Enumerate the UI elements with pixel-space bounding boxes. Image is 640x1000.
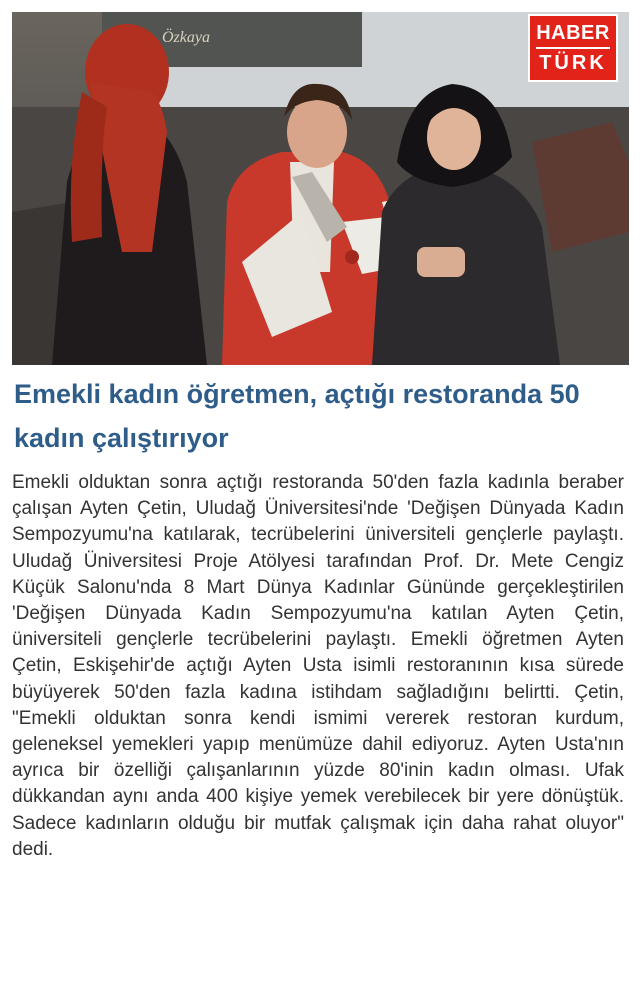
article-photo bbox=[12, 12, 629, 365]
logo-line1: HABER bbox=[536, 22, 610, 44]
backdrop-text: Özkaya bbox=[162, 29, 210, 46]
haberturk-logo bbox=[528, 14, 618, 82]
article-headline: Emekli kadın öğretmen, açtığı restoranda 50 kadın çalıştırıyor bbox=[14, 379, 580, 453]
logo-line2: TÜRK bbox=[539, 52, 607, 74]
article-body: Emekli olduktan sonra açtığı restoranda 50'den fazla kadınla beraber çalışan Ayten Çetin, Uludağ Üniversitesi'nde 'Değişen Dünyada Kadın Sempozyumu'na katılarak, tecrübelerini üniversiteli gençlerle paylaştı. Uludağ Üniversitesi Proje Atölyesi tarafından Prof. Dr. Mete Cengiz Küçük Salonu'nda 8 Mart Dünya Kadınlar Gününde gerçekleştirilen 'Değişen Dünyada Kadın Sempozyumu'na katılan Ayten Çetin, üniversiteli gençlerle tecrübelerini paylaştı. Emekli öğretmen Ayten Çetin, Eskişehir'de açtığı Ayten Usta isimli restoranının kısa sürede büyüyerek 50'den fazla kadına istihdam sağladığını belirtti. Çetin, "Emekli olduktan sonra kendi ismimi vererek restoran kurdum, geleneksel yemekleri yapıp menümüze dahil ediyoruz. Ayten Usta'nın ayrıca bir özelliği çalışanlarının yüzde 80'inin kadın olması. Ufak dükkandan aynı anda 400 kişiye yemek verebilecek bir yere dönüştük. Sadece kadınların olduğu bir mutfak çalışmak için daha rahat oluyor" dedi. bbox=[12, 472, 624, 860]
logo-divider bbox=[536, 47, 610, 49]
